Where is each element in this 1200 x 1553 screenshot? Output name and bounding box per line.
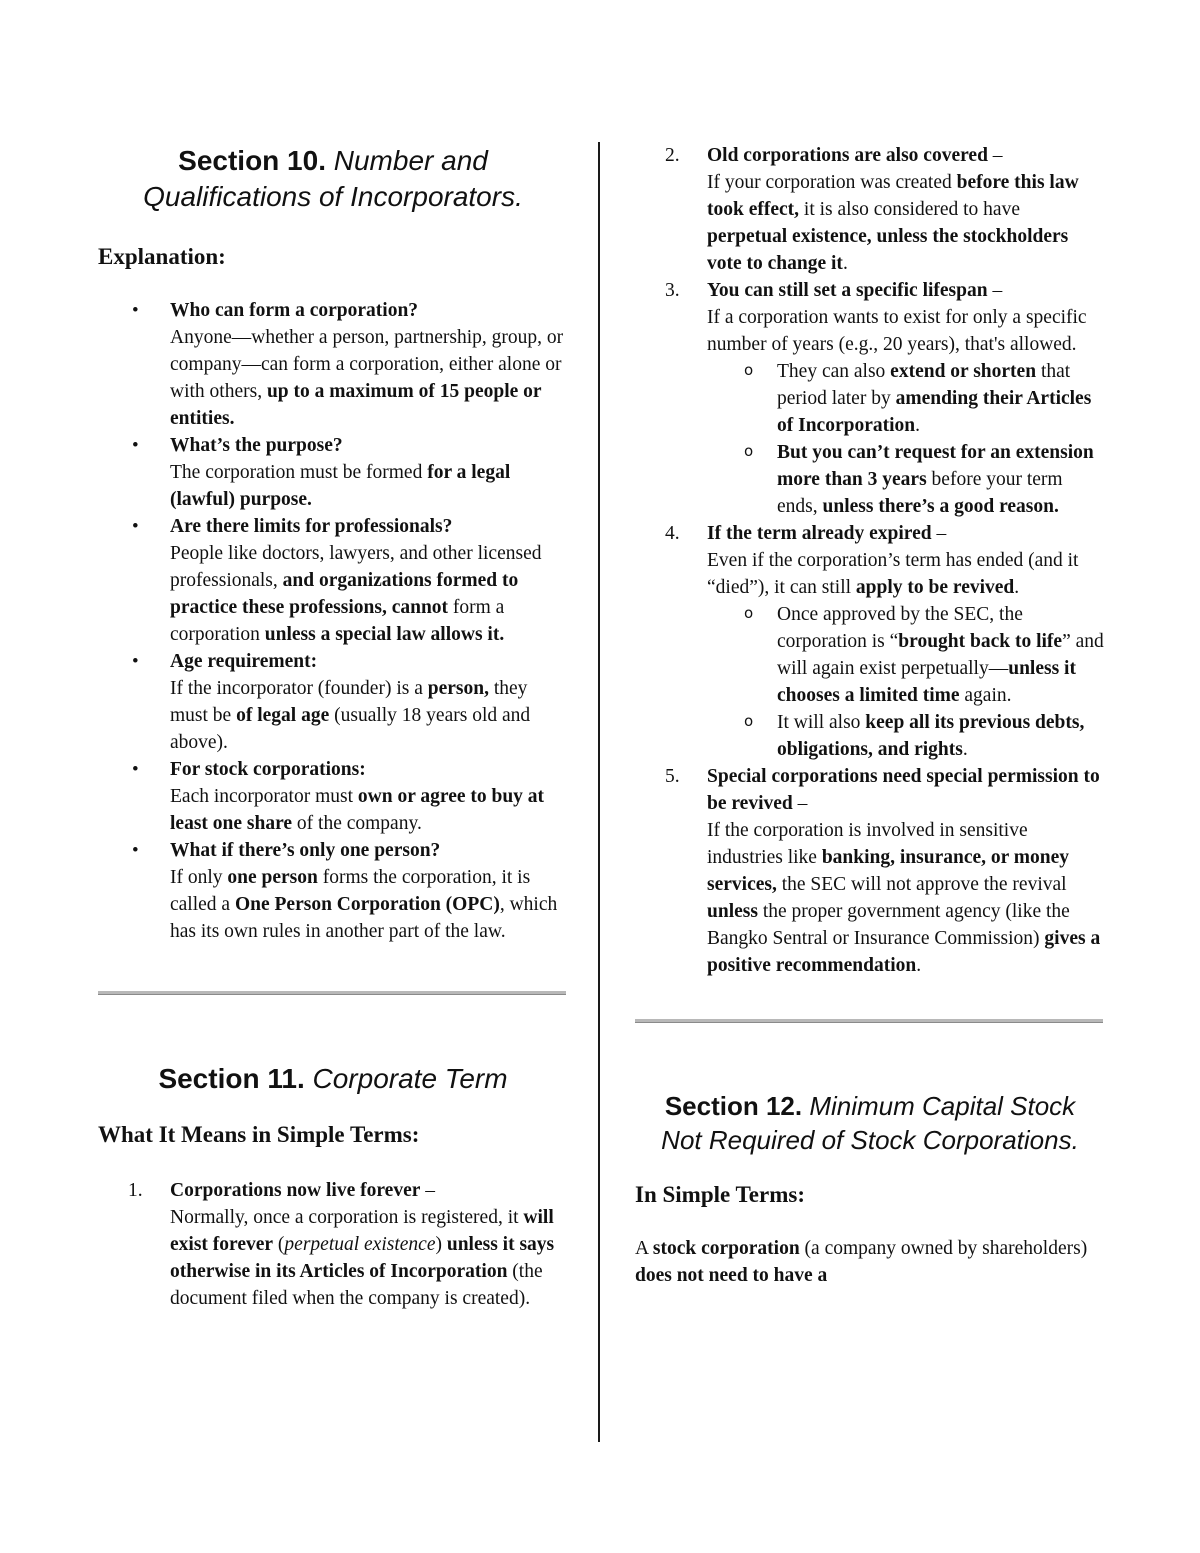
sub-list-item bbox=[707, 601, 1105, 709]
sub-item-text: It will also bbox=[777, 712, 861, 733]
bullet-purpose bbox=[98, 432, 568, 513]
bullet-answer-emphasis: own or agree to buy at least one share bbox=[170, 786, 545, 834]
sub-list-item bbox=[707, 358, 1105, 439]
bullet-question: Are there limits for professionals? bbox=[170, 516, 453, 537]
sub-item-emphasis: amending their Articles of Incorporation bbox=[777, 388, 1092, 436]
bullet-answer-emphasis: for a legal (lawful) purpose. bbox=[170, 462, 511, 510]
list-item-emphasis: banking, insurance, or money services, bbox=[707, 847, 1070, 895]
sub-list bbox=[707, 601, 1105, 763]
bullet-answer: , which has its own rules in another part of the law. bbox=[170, 894, 558, 942]
list-item-dash: – bbox=[420, 1180, 436, 1201]
bullet-one-person bbox=[98, 837, 568, 945]
right-column bbox=[635, 142, 1105, 1289]
bullet-answer: they must be bbox=[170, 678, 528, 726]
section-divider-left bbox=[98, 991, 566, 995]
hollow-circle-bullet-icon: o bbox=[744, 604, 754, 622]
sub-item-text: . bbox=[915, 415, 920, 436]
section-10-label: Section 10. bbox=[178, 145, 326, 176]
sub-item-text: Once approved by the SEC, the corporation is “ bbox=[777, 604, 1023, 652]
list-item-dash: – bbox=[931, 523, 947, 544]
sub-item-emphasis: But you can’t request for an extension more than 3 years bbox=[777, 442, 1094, 490]
list-number: 3. bbox=[665, 280, 680, 301]
left-column bbox=[98, 142, 568, 1312]
list-item-term-expired bbox=[635, 520, 1105, 763]
sub-item-text: They can also bbox=[777, 361, 886, 382]
section-11-numbered-list-continued bbox=[635, 142, 1105, 979]
section-11-title bbox=[98, 1061, 568, 1097]
list-item-heading: If the term already expired bbox=[707, 523, 932, 544]
sub-item-text: before your term ends, bbox=[777, 469, 1063, 517]
list-item-specific-lifespan bbox=[635, 277, 1105, 520]
paragraph-emphasis: does not need to have a bbox=[635, 1265, 828, 1286]
list-item-text: ( bbox=[277, 1234, 285, 1255]
section-11-subhead: What It Means in Simple Terms: bbox=[98, 1122, 420, 1147]
list-item-text: it is also considered to have bbox=[803, 199, 1020, 220]
bullet-answer-emphasis: person, bbox=[427, 678, 489, 699]
list-item-heading: Special corporations need special permission to be revived bbox=[707, 766, 1100, 814]
bullet-who-can-form bbox=[98, 297, 568, 432]
sub-item-text: that period later by bbox=[777, 361, 1071, 409]
section-11-title-text: Corporate Term bbox=[312, 1063, 508, 1094]
list-item-text: Normally, once a corporation is registered, it bbox=[170, 1207, 519, 1228]
list-item-emphasis: unless bbox=[707, 901, 758, 922]
bullet-answer: If the incorporator (founder) is a bbox=[170, 678, 423, 699]
section-12-label: Section 12. bbox=[664, 1091, 803, 1121]
list-item-text: . bbox=[1014, 577, 1020, 598]
list-number: 2. bbox=[665, 145, 680, 166]
hollow-circle-bullet-icon: o bbox=[744, 712, 754, 730]
sub-item-emphasis: brought back to life bbox=[898, 631, 1063, 652]
bullet-question: What’s the purpose? bbox=[170, 435, 343, 456]
section-12-title-line2: Not Required of Stock Corporations. bbox=[661, 1125, 1079, 1155]
bullet-professionals bbox=[98, 513, 568, 648]
paragraph-emphasis: stock corporation bbox=[652, 1238, 800, 1259]
hollow-circle-bullet-icon: o bbox=[744, 442, 754, 460]
sub-item-emphasis: extend or shorten bbox=[890, 361, 1037, 382]
bullet-answer-emphasis: One Person Corporation (OPC) bbox=[234, 894, 500, 915]
section-12-paragraph bbox=[635, 1235, 1105, 1289]
section-11-label: Section 11. bbox=[158, 1063, 305, 1094]
section-10-title-line2: Qualifications of Incorporators. bbox=[143, 181, 523, 212]
list-item-text: the proper government agency (like the Bangko Sentral or Insurance Commission) bbox=[707, 901, 1070, 949]
section-10-title-line1: Number and bbox=[333, 145, 488, 176]
list-item-heading: Old corporations are also covered bbox=[707, 145, 988, 166]
section-divider-right bbox=[635, 1019, 1103, 1023]
bullet-answer: (usually 18 years old and above). bbox=[170, 705, 531, 753]
list-number: 4. bbox=[665, 523, 680, 544]
sub-item-text: ” and will again exist perpetually— bbox=[777, 631, 1104, 679]
bullet-answer-emphasis: up to a maximum of 15 people or entities. bbox=[170, 381, 542, 429]
bullet-answer-emphasis: one person bbox=[227, 867, 318, 888]
bullet-question: Who can form a corporation? bbox=[170, 300, 419, 321]
sub-list-item bbox=[707, 439, 1105, 520]
sub-item-emphasis: unless there’s a good reason. bbox=[822, 496, 1059, 517]
list-item-heading: Corporations now live forever bbox=[170, 1180, 421, 1201]
list-item-text: If the corporation is involved in sensitive industries like bbox=[707, 820, 1028, 868]
list-item-text: . bbox=[916, 955, 922, 976]
section-12-title-line1: Minimum Capital Stock bbox=[809, 1091, 1076, 1121]
sub-item-emphasis: unless it chooses a limited time bbox=[777, 658, 1076, 706]
section-12-title bbox=[635, 1089, 1105, 1157]
list-item-text: ) bbox=[435, 1234, 442, 1255]
list-item-dash: – bbox=[987, 280, 1003, 301]
list-item-emphasis: apply to be revived bbox=[855, 577, 1015, 598]
list-item-text: If your corporation was created bbox=[707, 172, 952, 193]
bullet-answer-emphasis: and organizations formed to practice these professions, cannot bbox=[170, 570, 519, 618]
sub-list-item bbox=[707, 709, 1105, 763]
bullet-stock-corporations bbox=[98, 756, 568, 837]
bullet-answer: forms the corporation, it is called a bbox=[170, 867, 531, 915]
hollow-circle-bullet-icon: o bbox=[744, 361, 754, 379]
section-12-subhead: In Simple Terms: bbox=[635, 1182, 805, 1207]
sub-list bbox=[707, 358, 1105, 520]
bullet-answer: Anyone—whether a person, partnership, group, or company—can form a corporation, either alone or with others, bbox=[170, 327, 564, 402]
paragraph-text: A bbox=[635, 1238, 649, 1259]
list-item-text: (the document filed when the company is created). bbox=[170, 1261, 543, 1309]
list-number: 1. bbox=[128, 1180, 143, 1201]
bullet-question: What if there’s only one person? bbox=[170, 840, 441, 861]
column-divider bbox=[598, 142, 600, 1442]
bullet-answer: of the company. bbox=[296, 813, 422, 834]
bullet-answer: The corporation must be formed bbox=[170, 462, 423, 483]
bullet-answer: If only bbox=[170, 867, 223, 888]
list-item-emphasis: will exist forever bbox=[170, 1207, 554, 1255]
section-10-title bbox=[98, 143, 568, 215]
list-item-emphasis: gives a positive recommendation bbox=[707, 928, 1101, 976]
section-10-bullet-list bbox=[98, 297, 568, 945]
bullet-question: Age requirement: bbox=[170, 651, 318, 672]
section-10-subhead: Explanation: bbox=[98, 244, 226, 269]
list-item-emphasis: perpetual existence, unless the stockholders vote to change it bbox=[707, 226, 1069, 274]
list-item-dash: – bbox=[987, 145, 1003, 166]
bullet-question: For stock corporations: bbox=[170, 759, 366, 780]
list-number: 5. bbox=[665, 766, 680, 787]
list-item-old-corporations bbox=[635, 142, 1105, 277]
list-item-text: Even if the corporation’s term has ended (and it “died”), it can still bbox=[707, 550, 1079, 598]
list-item-heading: You can still set a specific lifespan bbox=[707, 280, 988, 301]
list-item-text: If a corporation wants to exist for only a specific number of years (e.g., 20 years), that's allowed. bbox=[707, 307, 1087, 355]
list-item-emphasis: before this law took effect, bbox=[707, 172, 1079, 220]
bullet-answer: form a corporation bbox=[170, 597, 505, 645]
paragraph-text: (a company owned by shareholders) bbox=[804, 1238, 1088, 1259]
list-item-text: . bbox=[842, 253, 848, 274]
bullet-answer-emphasis: of legal age bbox=[236, 705, 330, 726]
bullet-age-requirement bbox=[98, 648, 568, 756]
list-item-text: the SEC will not approve the revival bbox=[781, 874, 1067, 895]
sub-item-text: . bbox=[962, 739, 968, 760]
list-item-special-corporations bbox=[635, 763, 1105, 979]
bullet-answer-emphasis: unless a special law allows it. bbox=[264, 624, 505, 645]
list-item-forever bbox=[98, 1177, 568, 1312]
section-11-numbered-list bbox=[98, 1177, 568, 1312]
bullet-answer: Each incorporator must bbox=[170, 786, 354, 807]
list-item-emphasis: unless it says otherwise in its Articles of Incorporation bbox=[170, 1234, 555, 1282]
bullet-answer: People like doctors, lawyers, and other licensed professionals, bbox=[170, 543, 542, 591]
list-item-dash: – bbox=[792, 793, 808, 814]
sub-item-emphasis: keep all its previous debts, obligations, and rights bbox=[777, 712, 1085, 760]
sub-item-text: again. bbox=[964, 685, 1012, 706]
list-item-italic: perpetual existence bbox=[284, 1234, 436, 1255]
